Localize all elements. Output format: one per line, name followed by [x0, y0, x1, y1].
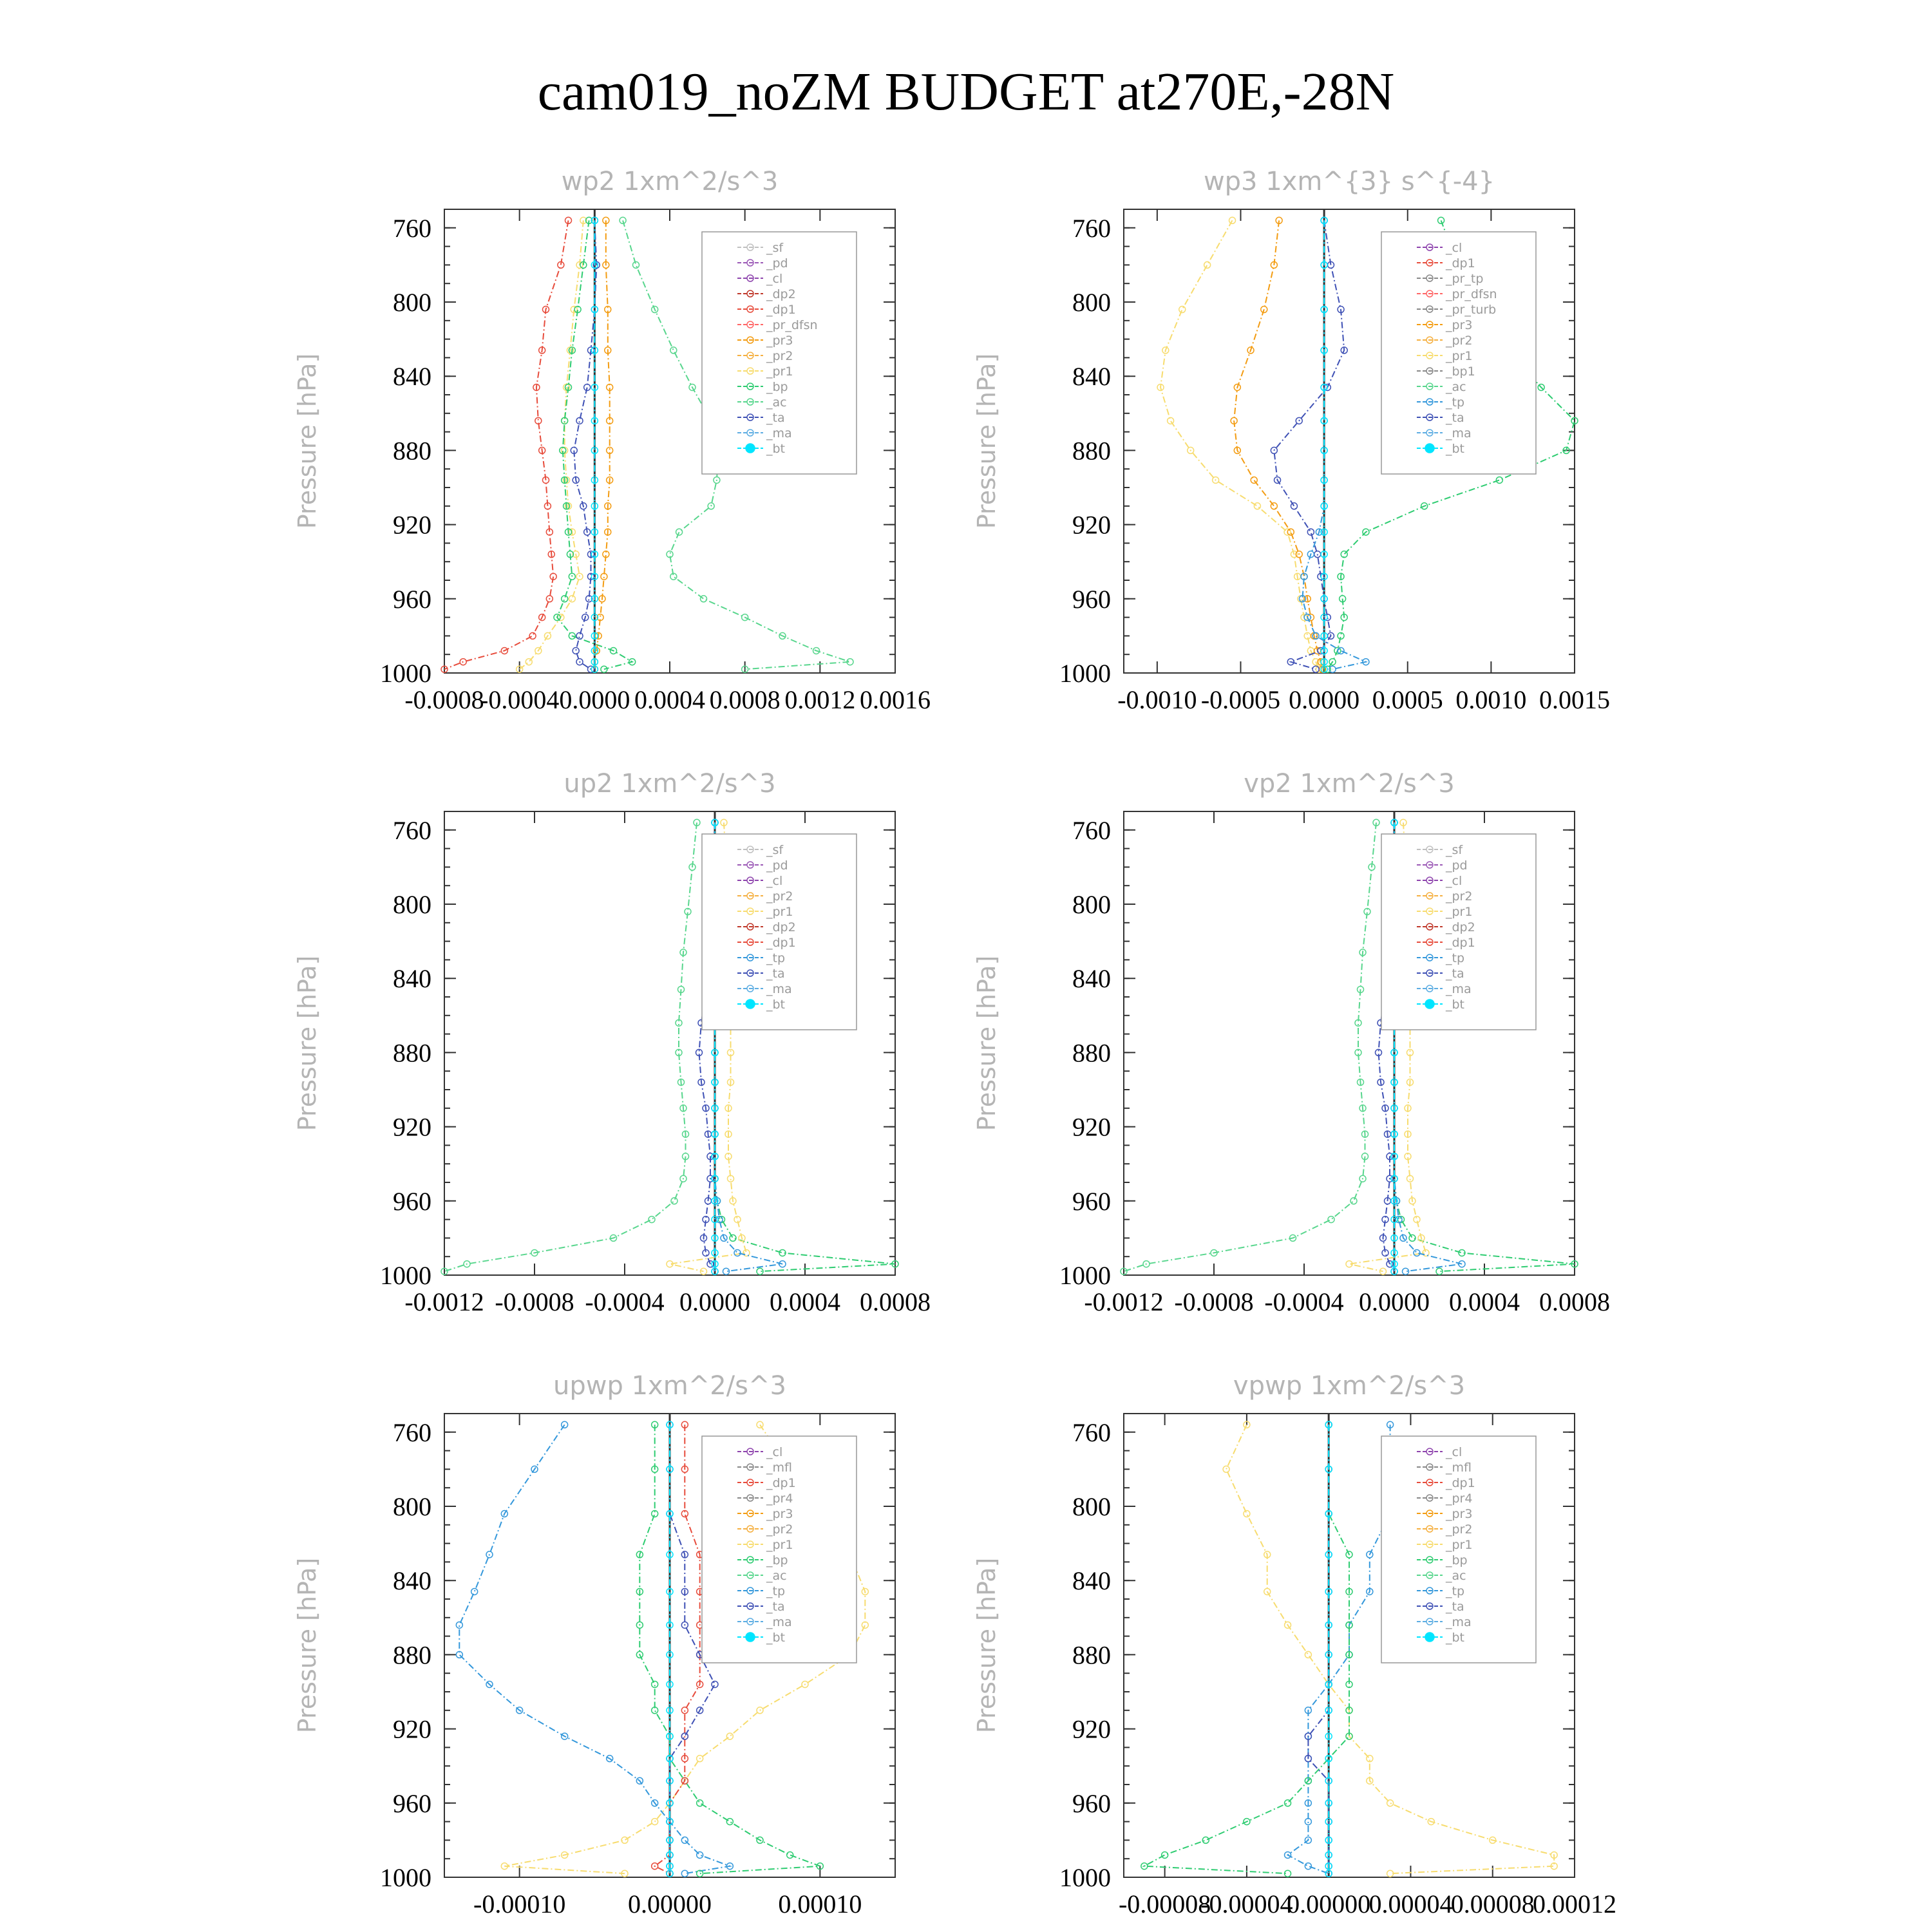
data-point: [730, 1235, 736, 1241]
legend: [1381, 1436, 1536, 1663]
x-tick-label: 0.0004: [1449, 1287, 1520, 1316]
y-tick-label: 960: [393, 1186, 431, 1216]
x-tick-label: -0.0004: [1264, 1287, 1344, 1316]
legend-label: _tp: [766, 951, 786, 965]
legend-label: _pr3: [766, 334, 793, 348]
x-tick-label: 0.0008: [1539, 1287, 1610, 1316]
panel-title: up2 1xm^2/s^3: [564, 769, 776, 799]
data-point: [1305, 1651, 1311, 1658]
data-point: [1409, 1235, 1416, 1241]
x-tick-label: -0.00004: [1200, 1889, 1293, 1918]
legend-label: _cl: [1446, 874, 1463, 888]
data-point: [1350, 1198, 1357, 1204]
data-point: [1387, 1870, 1394, 1877]
data-point: [726, 1733, 733, 1739]
x-tick-label: 0.0005: [1372, 685, 1443, 714]
legend-label: _pr2: [1446, 334, 1473, 348]
data-point: [712, 1681, 718, 1687]
y-tick-label: 800: [393, 1492, 431, 1521]
y-tick-label: 880: [1072, 436, 1111, 466]
y-tick-label: 920: [1072, 510, 1111, 540]
series-bp: [1141, 1421, 1352, 1877]
legend-label: _cl: [766, 874, 783, 888]
series-dp1: [1121, 819, 1379, 1274]
series-line: [1144, 1425, 1349, 1873]
chart-panel-5: [293, 1371, 895, 1918]
legend-label: _sf: [766, 241, 784, 255]
y-tick-label: 1000: [1059, 1261, 1111, 1290]
x-tick-label: 0.0016: [860, 685, 931, 714]
legend-label: _cl: [766, 272, 783, 286]
legend-label: _ma: [1446, 426, 1472, 440]
data-point: [456, 1622, 462, 1628]
legend-label: _tp: [1446, 951, 1465, 965]
panel-title: wp2 1xm^2/s^3: [561, 167, 779, 196]
legend-label: _ma: [1446, 982, 1472, 996]
data-point: [1251, 477, 1257, 483]
data-point: [1223, 1466, 1229, 1472]
x-tick-label: 0.00012: [1533, 1889, 1616, 1918]
x-tick-label: -0.0010: [1117, 685, 1197, 714]
legend-label: _cl: [766, 1445, 783, 1459]
legend-label: _pr2: [766, 1522, 793, 1537]
data-point: [562, 596, 568, 602]
legend-label: _sf: [1446, 843, 1463, 857]
series-line: [655, 1425, 700, 1873]
legend-label: _ac: [1446, 380, 1466, 394]
legend-label: _mfl: [766, 1461, 792, 1475]
x-tick-label: 0.0004: [770, 1287, 840, 1316]
y-tick-label: 960: [393, 1788, 431, 1818]
legend: [1381, 834, 1536, 1030]
chart-panel-4: [972, 769, 1610, 1316]
data-point: [588, 666, 594, 672]
legend-label: _pr2: [766, 889, 793, 904]
x-tick-label: -0.0008: [1174, 1287, 1254, 1316]
legend-marker: [1425, 444, 1434, 453]
series-pr4: [652, 1421, 703, 1877]
data-point: [652, 1681, 658, 1687]
legend-label: _pd: [766, 256, 788, 270]
data-point: [1387, 1800, 1394, 1806]
data-point: [697, 1852, 703, 1858]
y-tick-label: 840: [1072, 1566, 1111, 1596]
data-point: [1162, 1852, 1168, 1858]
y-tick-label: 880: [1072, 1640, 1111, 1670]
series-bt: [591, 217, 598, 672]
y-tick-label: 760: [393, 1417, 431, 1447]
x-tick-label: 0.0000: [559, 685, 630, 714]
x-tick-label: 0.0010: [1455, 685, 1527, 714]
data-point: [1305, 1819, 1311, 1825]
series-tp: [456, 1421, 733, 1877]
legend-label: _ma: [1446, 1615, 1472, 1629]
legend-label: _bp: [766, 1553, 788, 1567]
series-line: [1288, 1425, 1390, 1873]
y-tick-label: 1000: [1059, 1863, 1111, 1892]
legend-marker: [1425, 1633, 1434, 1642]
legend-label: _dp2: [1446, 920, 1475, 934]
legend: [1381, 232, 1536, 474]
x-tick-label: -0.0004: [585, 1287, 665, 1316]
legend-label: _bp1: [1446, 365, 1475, 379]
legend-label: _tp: [1446, 1584, 1465, 1598]
y-axis-label: Pressure [hPa]: [972, 1557, 1001, 1734]
legend-label: _pr_turb: [1446, 303, 1497, 317]
legend-label: _ma: [766, 426, 792, 440]
y-axis-label: Pressure [hPa]: [972, 353, 1001, 529]
x-tick-label: 0.0000: [1359, 1287, 1430, 1316]
x-tick-label: 0.00004: [1368, 1889, 1453, 1918]
legend-label: _dp1: [1446, 1476, 1475, 1490]
data-point: [1438, 217, 1444, 223]
data-point: [1179, 307, 1186, 313]
data-point: [1254, 503, 1260, 509]
legend-label: _sf: [766, 843, 784, 857]
x-tick-label: 0.00010: [778, 1889, 862, 1918]
y-tick-label: 800: [393, 288, 431, 317]
data-point: [573, 647, 579, 654]
y-tick-label: 1000: [1059, 659, 1111, 688]
x-tick-label: 0.0008: [709, 685, 781, 714]
legend-label: _pr4: [766, 1492, 793, 1506]
legend: [702, 232, 857, 474]
y-tick-label: 760: [393, 213, 431, 243]
series-line: [1308, 1425, 1329, 1873]
data-point: [649, 1217, 655, 1223]
data-point: [1307, 529, 1314, 535]
y-tick-label: 800: [393, 890, 431, 919]
legend: [702, 1436, 857, 1663]
legend-label: _pr1: [766, 905, 793, 919]
series-line: [1124, 822, 1376, 1271]
data-point: [681, 1837, 688, 1843]
x-tick-label: 0.0004: [634, 685, 705, 714]
y-tick-label: 1000: [380, 1863, 431, 1892]
y-tick-label: 760: [1072, 213, 1111, 243]
x-tick-label: -0.0012: [1084, 1287, 1164, 1316]
chart-panel-3: [293, 769, 931, 1316]
legend-label: _ta: [766, 411, 785, 425]
legend-label: _dp2: [766, 287, 796, 301]
legend-label: _dp1: [1446, 256, 1475, 270]
data-point: [671, 1198, 677, 1204]
series-ta: [1271, 217, 1347, 672]
data-point: [681, 1707, 688, 1714]
legend-label: _ac: [1446, 1569, 1466, 1583]
series-pr1: [1157, 217, 1322, 672]
data-point: [569, 596, 575, 602]
data-point: [728, 1175, 734, 1182]
legend-label: _dp2: [766, 920, 796, 934]
data-point: [697, 1800, 703, 1806]
legend-label: _bt: [766, 442, 786, 456]
y-tick-label: 960: [1072, 584, 1111, 614]
legend-label: _pr1: [1446, 1538, 1473, 1552]
legend-label: _ta: [1446, 411, 1464, 425]
y-tick-label: 840: [393, 964, 431, 994]
legend-marker: [1425, 999, 1434, 1009]
series-line: [459, 1425, 730, 1873]
x-tick-label: -0.0005: [1200, 685, 1281, 714]
y-tick-label: 920: [393, 1714, 431, 1744]
legend-label: _ta: [1446, 967, 1464, 981]
series-pr1: [516, 217, 587, 672]
data-point: [1202, 1837, 1209, 1843]
legend-label: _bt: [766, 998, 786, 1012]
y-tick-label: 760: [1072, 815, 1111, 845]
y-tick-label: 760: [1072, 1417, 1111, 1447]
series-line: [444, 822, 697, 1271]
legend-label: _mfl: [1446, 1461, 1472, 1475]
legend-label: _pr1: [1446, 905, 1473, 919]
legend-label: _pr_tp: [1446, 272, 1484, 286]
legend-label: _ac: [766, 1569, 787, 1583]
y-tick-label: 880: [393, 436, 431, 466]
data-point: [620, 217, 626, 223]
legend-marker: [746, 1633, 755, 1642]
data-point: [726, 1819, 733, 1825]
chart-panel-2: [972, 167, 1610, 714]
y-tick-label: 840: [1072, 964, 1111, 994]
y-axis-label: Pressure [hPa]: [293, 955, 321, 1132]
legend-label: _pr1: [766, 365, 793, 379]
legend-label: _tp: [1446, 395, 1465, 410]
y-tick-label: 760: [393, 815, 431, 845]
x-tick-label: -0.0008: [404, 685, 484, 714]
legend-label: _pr3: [1446, 1507, 1473, 1521]
legend-label: _dp1: [766, 936, 796, 950]
legend-label: _ac: [766, 395, 787, 410]
legend-label: _ma: [766, 1615, 792, 1629]
data-point: [1285, 1800, 1291, 1806]
y-tick-label: 800: [1072, 890, 1111, 919]
legend-label: _ta: [766, 967, 785, 981]
legend-label: _dp1: [766, 1476, 796, 1490]
legend-label: _ma: [766, 982, 792, 996]
y-tick-label: 800: [1072, 288, 1111, 317]
legend-label: _cl: [1446, 1445, 1463, 1459]
legend-label: _bp: [1446, 1553, 1468, 1567]
figure-title: cam019_noZM BUDGET at270E,-28N: [537, 62, 1395, 122]
x-tick-label: -0.00010: [473, 1889, 566, 1918]
legend-label: _pd: [1446, 858, 1468, 873]
data-point: [1496, 477, 1502, 483]
data-point: [787, 1852, 793, 1858]
data-point: [670, 347, 677, 354]
legend-label: _bp: [766, 380, 788, 394]
legend-marker: [746, 444, 755, 453]
y-tick-label: 880: [1072, 1038, 1111, 1068]
chart-panel-6: [972, 1371, 1616, 1918]
legend-label: _pr3: [1446, 318, 1473, 332]
y-tick-label: 920: [1072, 1714, 1111, 1744]
data-point: [1328, 1217, 1334, 1223]
y-tick-label: 1000: [380, 1261, 431, 1290]
y-tick-label: 960: [1072, 1788, 1111, 1818]
legend-label: _pd: [766, 858, 788, 873]
data-point: [757, 1421, 763, 1428]
y-tick-label: 840: [393, 362, 431, 392]
x-tick-label: 0.00000: [1287, 1889, 1371, 1918]
data-point: [471, 1588, 478, 1595]
legend-label: _cl: [1446, 241, 1463, 255]
x-tick-label: -0.0012: [404, 1287, 484, 1316]
y-tick-label: 880: [393, 1038, 431, 1068]
series-bt: [1321, 217, 1327, 672]
legend-label: _pr2: [1446, 889, 1473, 904]
panel-title: vpwp 1xm^2/s^3: [1233, 1371, 1466, 1401]
y-tick-label: 920: [393, 510, 431, 540]
legend-label: _ta: [766, 1600, 785, 1614]
data-point: [1271, 503, 1277, 509]
data-point: [1407, 1175, 1414, 1182]
y-tick-label: 960: [1072, 1186, 1111, 1216]
x-tick-label: 0.0015: [1539, 685, 1610, 714]
legend: [702, 834, 857, 1030]
legend-label: _pr1: [1446, 349, 1473, 363]
y-tick-label: 1000: [380, 659, 431, 688]
legend-label: _pr_dfsn: [766, 318, 818, 332]
legend-label: _ta: [1446, 1600, 1464, 1614]
series-dp1: [441, 819, 700, 1274]
y-axis-label: Pressure [hPa]: [293, 353, 321, 529]
y-axis-label: Pressure [hPa]: [972, 955, 1001, 1132]
x-tick-label: 0.0000: [1289, 685, 1360, 714]
legend-label: _tp: [766, 1584, 786, 1598]
data-point: [1204, 261, 1211, 268]
data-point: [526, 659, 532, 665]
legend-label: _pr2: [766, 349, 793, 363]
y-tick-label: 960: [393, 584, 431, 614]
x-tick-label: -0.0004: [480, 685, 560, 714]
legend-label: _bt: [1446, 998, 1465, 1012]
y-tick-label: 920: [1072, 1112, 1111, 1142]
legend-label: _pr_dfsn: [1446, 287, 1497, 301]
data-point: [701, 596, 707, 602]
legend-label: _dp1: [1446, 936, 1475, 950]
y-tick-label: 840: [1072, 362, 1111, 392]
legend-label: _dp1: [766, 303, 796, 317]
data-point: [1291, 503, 1297, 509]
legend-label: _pr4: [1446, 1492, 1473, 1506]
data-point: [529, 632, 536, 639]
x-tick-label: 0.0000: [679, 1287, 750, 1316]
legend-label: _pr1: [766, 1538, 793, 1552]
chart-panel-1: [293, 167, 931, 714]
series-bt: [1325, 1421, 1332, 1877]
x-tick-label: 0.0008: [860, 1287, 931, 1316]
series-tp: [1299, 217, 1369, 672]
series-line: [1302, 220, 1365, 669]
x-tick-label: -0.00008: [1118, 1889, 1211, 1918]
legend-label: _bt: [766, 1631, 786, 1645]
panel-title: vp2 1xm^2/s^3: [1244, 769, 1455, 799]
legend-label: _pr2: [1446, 1522, 1473, 1537]
series-tp: [1285, 1421, 1394, 1877]
series-line: [1160, 220, 1319, 669]
series-dp1: [441, 217, 572, 672]
y-tick-label: 840: [393, 1566, 431, 1596]
legend-marker: [746, 999, 755, 1009]
x-tick-label: 0.0012: [784, 685, 856, 714]
panels: [293, 167, 1616, 1918]
panel-title: upwp 1xm^2/s^3: [553, 1371, 786, 1401]
y-tick-label: 800: [1072, 1492, 1111, 1521]
series-bt: [667, 1421, 673, 1877]
data-point: [1244, 1511, 1250, 1517]
legend-label: _bt: [1446, 1631, 1465, 1645]
legend-label: _pr3: [766, 1507, 793, 1521]
y-tick-label: 920: [393, 1112, 431, 1142]
x-tick-label: 0.00000: [628, 1889, 712, 1918]
data-point: [676, 529, 683, 535]
x-tick-label: -0.0008: [495, 1287, 574, 1316]
legend-label: _bt: [1446, 442, 1465, 456]
data-point: [1229, 217, 1236, 223]
y-tick-label: 880: [393, 1640, 431, 1670]
y-axis-label: Pressure [hPa]: [293, 1557, 321, 1734]
x-tick-label: 0.00008: [1450, 1889, 1535, 1918]
panel-title: wp3 1xm^{3} s^{-4}: [1203, 167, 1495, 196]
data-point: [1305, 1863, 1311, 1870]
